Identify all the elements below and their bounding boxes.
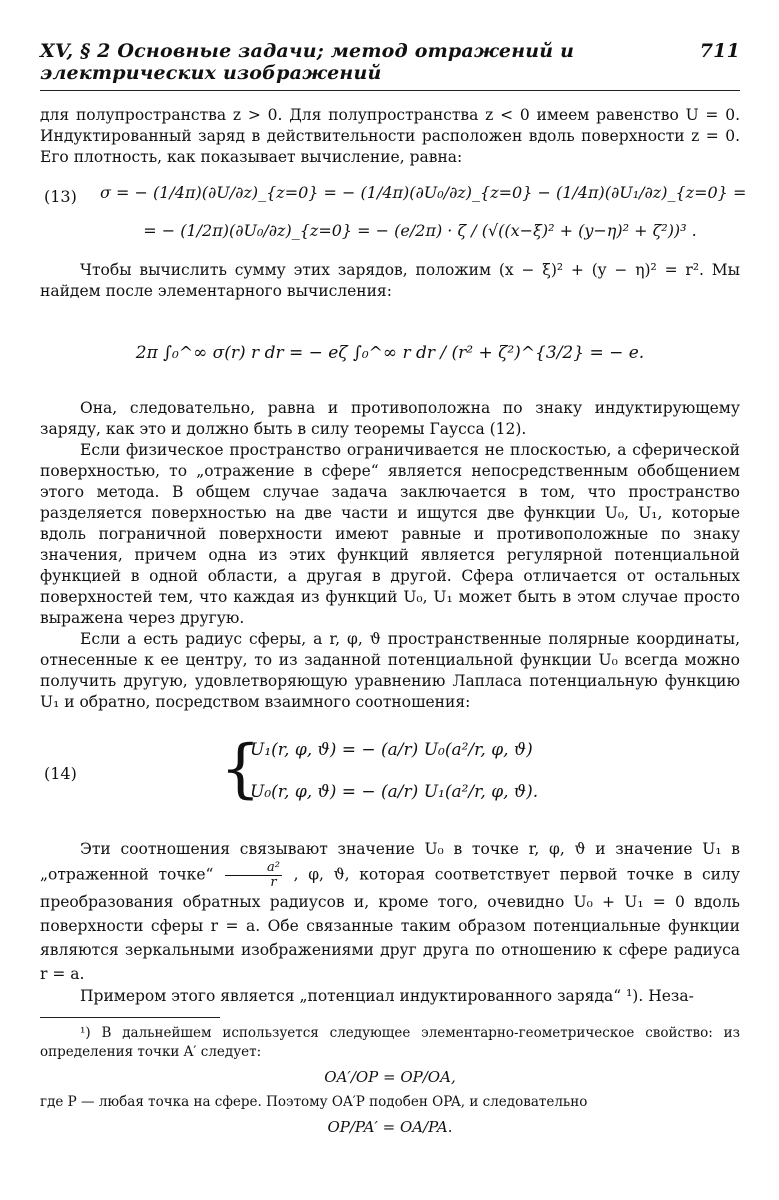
paragraph-6-part-2: , φ, ϑ, которая соответствует первой точке в силу преобразования обратных радиусов и, кроме того, очевидно U₀ + U₁ = 0 вдоль поверхности сферы r = a. Обе связанные таким образом потенциальные функции являются зеркальными изображениями друг друга по отношению к сфере радиуса r = a. <box>40 865 740 983</box>
paragraph-2: Чтобы вычислить сумму этих зарядов, положим (x − ξ)² + (y − η)² = r². Мы найдем после элементарного вычисления: <box>40 261 740 300</box>
integral-equation <box>40 328 740 388</box>
equation-13-text-2: = − (1/2π)(∂U₀/∂z)_{z=0} = − (e/2π) · ζ / (√((x−ξ)² + (y−η)² + ζ²))³ . <box>143 221 697 240</box>
paragraph-6 <box>40 837 740 986</box>
header-title: XV, § 2 Основные задачи; метод отражений и электрических изображений <box>40 40 575 84</box>
left-brace: { <box>220 732 261 806</box>
inline-fraction-denominator: r <box>270 875 277 890</box>
equation-14-number: (14) <box>44 764 77 783</box>
page <box>40 40 747 1143</box>
footnote-text-1: ¹) В дальнейшем используется следующее элементарно-геометрическое свойство: из определения точки A′ следует: <box>40 1025 740 1060</box>
equation-13-number: (13) <box>44 187 77 206</box>
paragraph-6-part-1: Эти соотношения связывают значение U₀ в точке r, φ, ϑ и значение U₁ в „отраженной точке“ <box>40 840 740 884</box>
equation-14-text-2: U₀(r, φ, ϑ) = − (a/r) U₁(a²/r, φ, ϑ). <box>250 782 539 802</box>
equation-14 <box>40 729 740 821</box>
equation-13-text-1: σ = − (1/4π)(∂U/∂z)_{z=0} = − (1/4π)(∂U₀/∂z)_{z=0} − (1/4π)(∂U₁/∂z)_{z=0} = <box>100 183 747 202</box>
inline-fraction <box>225 861 282 890</box>
paragraph-5: Если a есть радиус сферы, а r, φ, ϑ пространственные полярные координаты, отнесенные к ее центру, то из заданной потенциальной функции U₀ всегда можно получить другую, удовлетворяющую уравнению Лапласа потенциальную функцию U₁ и обратно, посредством взаимного соотношения: <box>40 630 740 711</box>
footnote-rule <box>40 1017 220 1018</box>
equation-13-line-2 <box>40 214 740 248</box>
footnote-formula-2: OP/PA′ = OA/PA. <box>327 1118 453 1136</box>
paragraph-3: Она, следовательно, равна и противоположна по знаку индуктирующему заряду, как это и должно быть в силу теоремы Гаусса (12). <box>40 399 740 438</box>
paragraph-4: Если физическое пространство ограничивается не плоскостью, а сферической поверхностью, то „отражение в сфере“ является непосредственным обобщением этого метода. В общем случае задача заключается в том, что пространство разделяется поверхностью на две части и ищутся две функции U₀, U₁, которые вдоль пограничной поверхности имеют равные и противоположные по знаку значения, причем одна из этих функций является регулярной потенциальной функцией в одной области, а другая в другой. Сфера отличается от остальных поверхностей тем, что каждая из функций U₀, U₁ может быть в этом случае просто выражена через другую. <box>40 441 740 627</box>
page-number: 711 <box>699 40 740 62</box>
footnote-formula-1: OA′/OP = OP/OA, <box>324 1068 456 1086</box>
running-header <box>40 40 740 91</box>
integral-text: 2π ∫₀^∞ σ(r) r dr = − eζ ∫₀^∞ r dr / (r² + ζ²)^{3/2} = − e. <box>135 343 645 363</box>
paragraph-7: Примером этого является „потенциал индуктированного заряда“ ¹). Неза- <box>80 987 694 1005</box>
equation-14-text-1: U₁(r, φ, ϑ) = − (a/r) U₀(a²/r, φ, ϑ) <box>250 740 533 760</box>
inline-fraction-numerator: a² <box>225 861 282 876</box>
equation-13-line-1 <box>40 182 747 214</box>
paragraph-1: для полупространства z > 0. Для полупространства z < 0 имеем равенство U = 0. Индуктированный заряд в действительности расположен вдоль поверхности z = 0. Его плотность, как показывает вычисление, равна: <box>40 106 740 166</box>
footnote-text-2: где P — любая точка на сфере. Поэтому OA′P подобен OPA, и следовательно <box>40 1094 588 1110</box>
